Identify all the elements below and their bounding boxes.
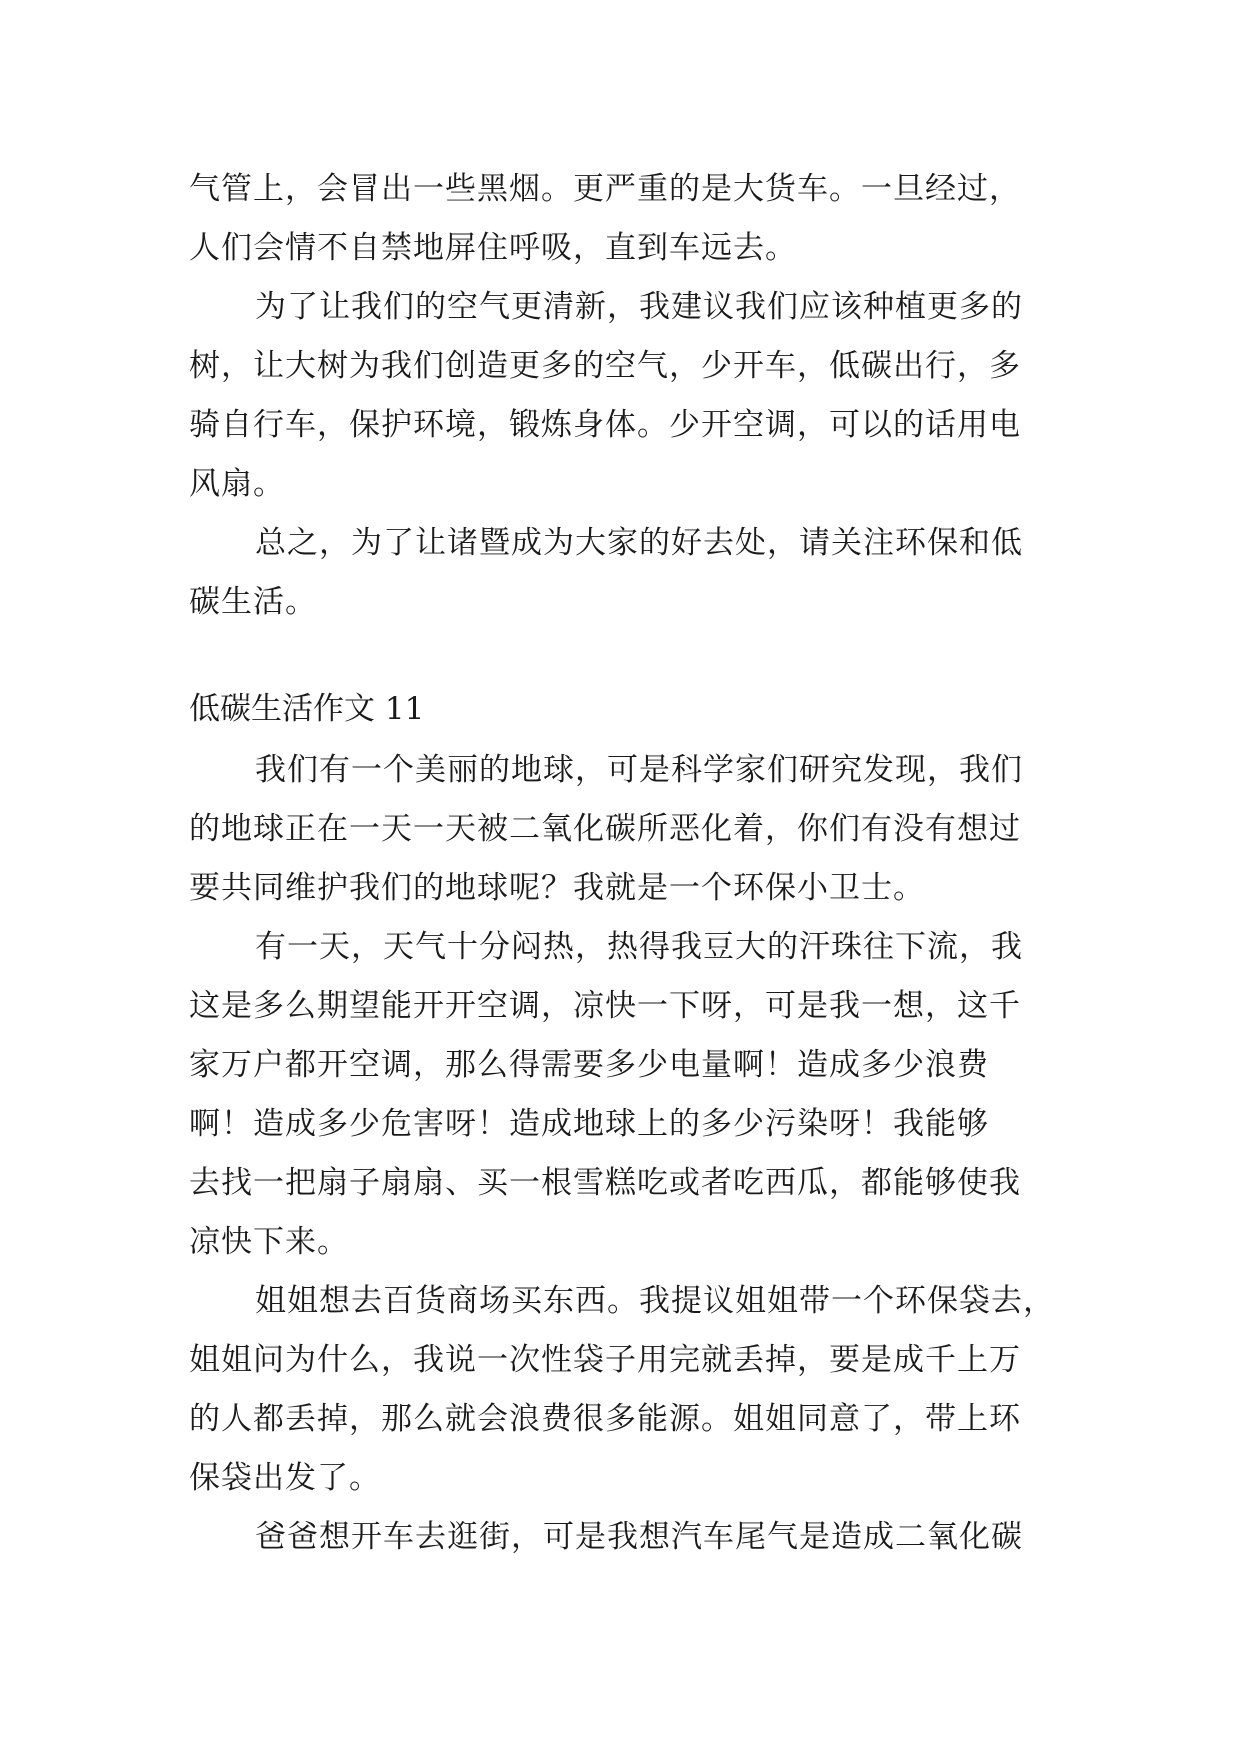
text-line: 的地球正在一天一天被二氧化碳所恶化着，你们有没有想过: [189, 811, 1021, 847]
text-line: 姐姐问为什么，我说一次性袋子用完就丢掉，要是成千上万: [189, 1342, 1021, 1378]
text-line: 骑自行车，保护环境，锻炼身体。少开空调，可以的话用电: [189, 407, 1021, 443]
text-line: 去找一把扇子扇扇、买一根雪糕吃或者吃西瓜，都能够使我: [189, 1165, 1021, 1201]
text-line: 啊！造成多少危害呀！造成地球上的多少污染呀！我能够: [189, 1106, 989, 1142]
text-block-essay: [189, 741, 1059, 1567]
text-line: 凉快下来。: [189, 1224, 349, 1260]
text-line: 家万户都开空调，那么得需要多少电量啊！造成多少浪费: [189, 1047, 989, 1083]
paragraph-start-line: 为了让我们的空气更清新，我建议我们应该种植更多的: [255, 289, 1023, 325]
text-line: 保袋出发了。: [189, 1460, 381, 1496]
text-line: 碳生活。: [189, 584, 317, 620]
paragraph-start-line: 姐姐想去百货商场买东西。我提议姐姐带一个环保袋去，: [255, 1283, 1055, 1319]
text-line: 要共同维护我们的地球呢？我就是一个环保小卫士。: [189, 870, 925, 906]
paragraph-start-line: 爸爸想开车去逛街，可是我想汽车尾气是造成二氧化碳: [255, 1519, 1023, 1555]
text-line: 这是多么期望能开开空调，凉快一下呀，可是我一想，这千: [189, 988, 1021, 1024]
paragraph-start-line: 有一天，天气十分闷热，热得我豆大的汗珠往下流，我: [255, 929, 1023, 965]
text-line: 气管上，会冒出一些黑烟。更严重的是大货车。一旦经过，: [189, 171, 1021, 207]
text-block-intro: [189, 160, 1059, 632]
text-line: 人们会情不自禁地屏住呼吸，直到车远去。: [189, 230, 797, 266]
paragraph-start-line: 我们有一个美丽的地球，可是科学家们研究发现，我们: [255, 752, 1023, 788]
text-line: 树，让大树为我们创造更多的空气，少开车，低碳出行，多: [189, 348, 1021, 384]
section-heading: 低碳生活作文 11: [189, 691, 425, 727]
text-line: 的人都丢掉，那么就会浪费很多能源。姐姐同意了，带上环: [189, 1401, 1021, 1437]
paragraph-start-line: 总之，为了让诸暨成为大家的好去处，请关注环保和低: [255, 525, 1023, 561]
text-line: 风扇。: [189, 466, 285, 502]
